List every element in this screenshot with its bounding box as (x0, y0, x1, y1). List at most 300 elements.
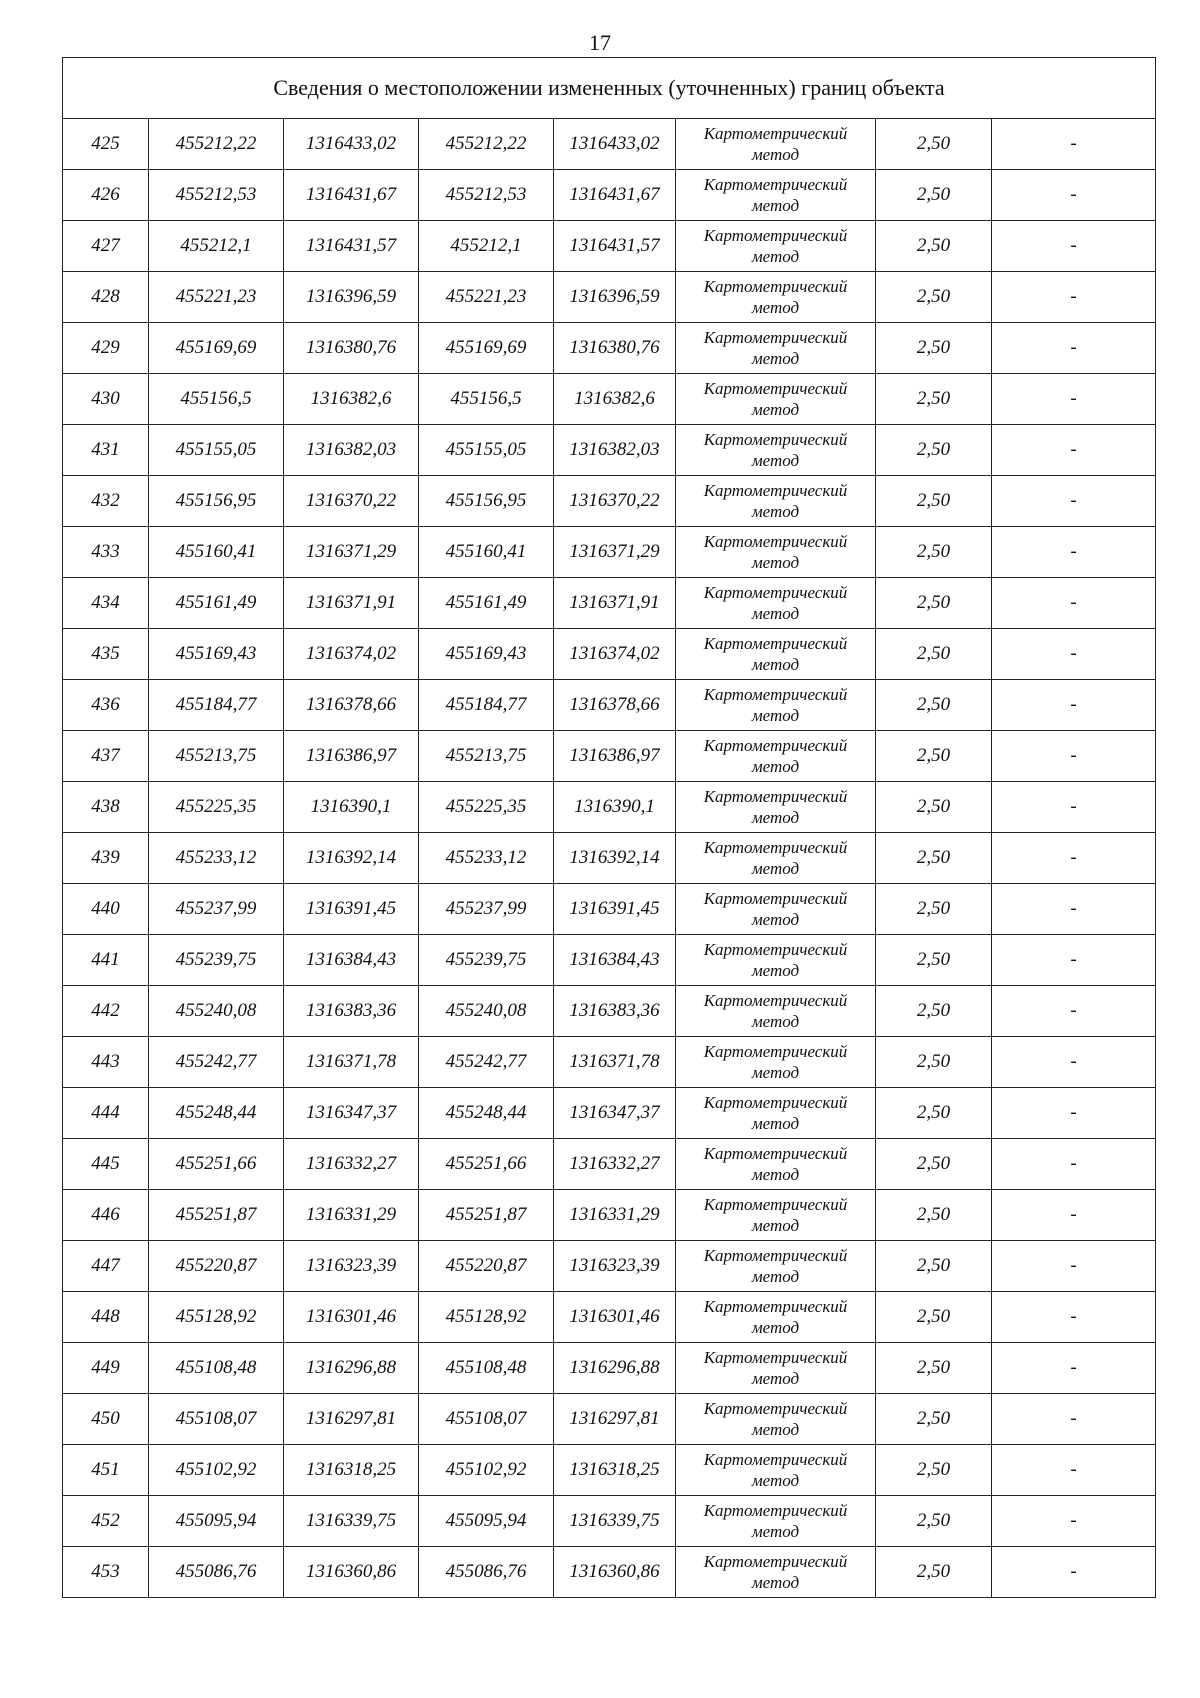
point-number-cell: 431 (63, 425, 149, 476)
existing-x-cell: 455128,92 (149, 1292, 284, 1343)
accuracy-cell: 2,50 (876, 119, 992, 170)
accuracy-cell: 2,50 (876, 425, 992, 476)
refined-x-cell: 455128,92 (419, 1292, 554, 1343)
refined-x-cell: 455102,92 (419, 1445, 554, 1496)
existing-x-cell: 455212,22 (149, 119, 284, 170)
method-line-2: метод (751, 1216, 800, 1235)
table-row (63, 374, 1156, 425)
note-cell: - (992, 1445, 1156, 1496)
table-row (63, 272, 1156, 323)
note-cell: - (992, 119, 1156, 170)
method-line-1: Картометрический (703, 838, 848, 857)
existing-y-cell: 1316382,6 (284, 374, 419, 425)
boundary-coordinates-table (62, 57, 1156, 1598)
existing-x-cell: 455184,77 (149, 680, 284, 731)
existing-x-cell: 455237,99 (149, 884, 284, 935)
note-cell: - (992, 1547, 1156, 1598)
refined-x-cell: 455156,95 (419, 476, 554, 527)
method-line-2: метод (751, 1318, 800, 1337)
note-cell: - (992, 272, 1156, 323)
refined-x-cell: 455169,69 (419, 323, 554, 374)
accuracy-cell: 2,50 (876, 476, 992, 527)
existing-x-cell: 455156,5 (149, 374, 284, 425)
refined-y-cell: 1316383,36 (554, 986, 676, 1037)
existing-y-cell: 1316360,86 (284, 1547, 419, 1598)
method-line-1: Картометрический (703, 226, 848, 245)
method-line-2: метод (751, 808, 800, 827)
method-line-1: Картометрический (703, 889, 848, 908)
existing-x-cell: 455212,1 (149, 221, 284, 272)
method-line-2: метод (751, 1012, 800, 1031)
point-number-cell: 453 (63, 1547, 149, 1598)
method-cell (676, 578, 876, 629)
point-number-cell: 425 (63, 119, 149, 170)
point-number-cell: 444 (63, 1088, 149, 1139)
note-cell: - (992, 1241, 1156, 1292)
method-line-2: метод (751, 706, 800, 725)
point-number-cell: 437 (63, 731, 149, 782)
method-line-1: Картометрический (703, 1297, 848, 1316)
table-row (63, 527, 1156, 578)
existing-y-cell: 1316380,76 (284, 323, 419, 374)
existing-y-cell: 1316297,81 (284, 1394, 419, 1445)
refined-x-cell: 455212,1 (419, 221, 554, 272)
method-cell (676, 1547, 876, 1598)
refined-y-cell: 1316392,14 (554, 833, 676, 884)
refined-x-cell: 455086,76 (419, 1547, 554, 1598)
method-cell (676, 629, 876, 680)
refined-x-cell: 455242,77 (419, 1037, 554, 1088)
accuracy-cell: 2,50 (876, 1343, 992, 1394)
accuracy-cell: 2,50 (876, 680, 992, 731)
point-number-cell: 443 (63, 1037, 149, 1088)
point-number-cell: 452 (63, 1496, 149, 1547)
point-number-cell: 448 (63, 1292, 149, 1343)
existing-y-cell: 1316371,29 (284, 527, 419, 578)
method-line-1: Картометрический (703, 634, 848, 653)
method-line-2: метод (751, 1573, 800, 1592)
accuracy-cell: 2,50 (876, 1496, 992, 1547)
note-cell: - (992, 578, 1156, 629)
refined-y-cell: 1316323,39 (554, 1241, 676, 1292)
existing-y-cell: 1316331,29 (284, 1190, 419, 1241)
table-row (63, 1445, 1156, 1496)
note-cell: - (992, 1292, 1156, 1343)
existing-x-cell: 455251,87 (149, 1190, 284, 1241)
table-row (63, 1292, 1156, 1343)
accuracy-cell: 2,50 (876, 1190, 992, 1241)
table-row (63, 1190, 1156, 1241)
method-cell (676, 119, 876, 170)
refined-y-cell: 1316371,78 (554, 1037, 676, 1088)
refined-x-cell: 455212,22 (419, 119, 554, 170)
existing-x-cell: 455161,49 (149, 578, 284, 629)
accuracy-cell: 2,50 (876, 170, 992, 221)
method-line-2: метод (751, 1114, 800, 1133)
accuracy-cell: 2,50 (876, 986, 992, 1037)
method-line-1: Картометрический (703, 1348, 848, 1367)
existing-x-cell: 455225,35 (149, 782, 284, 833)
refined-x-cell: 455161,49 (419, 578, 554, 629)
refined-x-cell: 455212,53 (419, 170, 554, 221)
refined-y-cell: 1316384,43 (554, 935, 676, 986)
method-line-1: Картометрический (703, 1246, 848, 1265)
note-cell: - (992, 1343, 1156, 1394)
method-line-1: Картометрический (703, 277, 848, 296)
method-line-2: метод (751, 1063, 800, 1082)
accuracy-cell: 2,50 (876, 374, 992, 425)
existing-y-cell: 1316318,25 (284, 1445, 419, 1496)
refined-y-cell: 1316390,1 (554, 782, 676, 833)
method-cell (676, 272, 876, 323)
refined-y-cell: 1316339,75 (554, 1496, 676, 1547)
refined-y-cell: 1316301,46 (554, 1292, 676, 1343)
method-line-1: Картометрический (703, 940, 848, 959)
existing-x-cell: 455248,44 (149, 1088, 284, 1139)
existing-x-cell: 455213,75 (149, 731, 284, 782)
existing-x-cell: 455095,94 (149, 1496, 284, 1547)
refined-y-cell: 1316382,03 (554, 425, 676, 476)
existing-x-cell: 455160,41 (149, 527, 284, 578)
method-line-1: Картометрический (703, 1195, 848, 1214)
accuracy-cell: 2,50 (876, 527, 992, 578)
refined-y-cell: 1316382,6 (554, 374, 676, 425)
existing-x-cell: 455242,77 (149, 1037, 284, 1088)
table-row (63, 323, 1156, 374)
method-line-1: Картометрический (703, 124, 848, 143)
method-cell (676, 1190, 876, 1241)
note-cell: - (992, 323, 1156, 374)
method-line-1: Картометрический (703, 1399, 848, 1418)
note-cell: - (992, 782, 1156, 833)
method-line-1: Картометрический (703, 328, 848, 347)
method-line-2: метод (751, 502, 800, 521)
table-title: Сведения о местоположении измененных (уточненных) границ объекта (63, 58, 1156, 119)
table-row (63, 170, 1156, 221)
table-row (63, 221, 1156, 272)
method-line-2: метод (751, 451, 800, 470)
existing-y-cell: 1316384,43 (284, 935, 419, 986)
note-cell: - (992, 731, 1156, 782)
refined-y-cell: 1316296,88 (554, 1343, 676, 1394)
accuracy-cell: 2,50 (876, 1088, 992, 1139)
point-number-cell: 447 (63, 1241, 149, 1292)
method-line-2: метод (751, 757, 800, 776)
point-number-cell: 436 (63, 680, 149, 731)
existing-y-cell: 1316301,46 (284, 1292, 419, 1343)
method-cell (676, 935, 876, 986)
table-row (63, 1394, 1156, 1445)
refined-y-cell: 1316391,45 (554, 884, 676, 935)
point-number-cell: 435 (63, 629, 149, 680)
refined-x-cell: 455095,94 (419, 1496, 554, 1547)
method-line-1: Картометрический (703, 583, 848, 602)
point-number-cell: 433 (63, 527, 149, 578)
method-line-2: метод (751, 1471, 800, 1490)
method-line-1: Картометрический (703, 481, 848, 500)
method-line-2: метод (751, 247, 800, 266)
method-cell (676, 425, 876, 476)
method-line-2: метод (751, 1522, 800, 1541)
existing-y-cell: 1316371,91 (284, 578, 419, 629)
method-cell (676, 1343, 876, 1394)
refined-x-cell: 455251,66 (419, 1139, 554, 1190)
note-cell: - (992, 935, 1156, 986)
refined-y-cell: 1316371,29 (554, 527, 676, 578)
accuracy-cell: 2,50 (876, 323, 992, 374)
refined-x-cell: 455233,12 (419, 833, 554, 884)
accuracy-cell: 2,50 (876, 629, 992, 680)
existing-y-cell: 1316378,66 (284, 680, 419, 731)
existing-x-cell: 455221,23 (149, 272, 284, 323)
existing-y-cell: 1316431,57 (284, 221, 419, 272)
existing-y-cell: 1316374,02 (284, 629, 419, 680)
point-number-cell: 442 (63, 986, 149, 1037)
refined-x-cell: 455155,05 (419, 425, 554, 476)
note-cell: - (992, 986, 1156, 1037)
point-number-cell: 432 (63, 476, 149, 527)
existing-x-cell: 455086,76 (149, 1547, 284, 1598)
accuracy-cell: 2,50 (876, 578, 992, 629)
method-line-1: Картометрический (703, 430, 848, 449)
refined-y-cell: 1316431,67 (554, 170, 676, 221)
note-cell: - (992, 221, 1156, 272)
point-number-cell: 426 (63, 170, 149, 221)
existing-y-cell: 1316390,1 (284, 782, 419, 833)
refined-y-cell: 1316378,66 (554, 680, 676, 731)
note-cell: - (992, 629, 1156, 680)
existing-y-cell: 1316323,39 (284, 1241, 419, 1292)
method-line-2: метод (751, 604, 800, 623)
existing-y-cell: 1316392,14 (284, 833, 419, 884)
refined-x-cell: 455108,07 (419, 1394, 554, 1445)
method-line-2: метод (751, 1369, 800, 1388)
refined-y-cell: 1316374,02 (554, 629, 676, 680)
method-line-1: Картометрический (703, 1501, 848, 1520)
note-cell: - (992, 1139, 1156, 1190)
refined-x-cell: 455220,87 (419, 1241, 554, 1292)
accuracy-cell: 2,50 (876, 782, 992, 833)
accuracy-cell: 2,50 (876, 1037, 992, 1088)
refined-y-cell: 1316331,29 (554, 1190, 676, 1241)
method-cell (676, 323, 876, 374)
table-row (63, 884, 1156, 935)
existing-y-cell: 1316296,88 (284, 1343, 419, 1394)
table-row (63, 425, 1156, 476)
refined-y-cell: 1316318,25 (554, 1445, 676, 1496)
method-cell (676, 221, 876, 272)
existing-x-cell: 455108,48 (149, 1343, 284, 1394)
note-cell: - (992, 476, 1156, 527)
accuracy-cell: 2,50 (876, 1139, 992, 1190)
table-row (63, 119, 1156, 170)
note-cell: - (992, 170, 1156, 221)
table-row (63, 1547, 1156, 1598)
note-cell: - (992, 1496, 1156, 1547)
table-row (63, 935, 1156, 986)
note-cell: - (992, 680, 1156, 731)
note-cell: - (992, 833, 1156, 884)
existing-y-cell: 1316386,97 (284, 731, 419, 782)
table-row (63, 578, 1156, 629)
refined-y-cell: 1316370,22 (554, 476, 676, 527)
point-number-cell: 449 (63, 1343, 149, 1394)
refined-x-cell: 455237,99 (419, 884, 554, 935)
existing-x-cell: 455239,75 (149, 935, 284, 986)
method-line-2: метод (751, 145, 800, 164)
refined-y-cell: 1316433,02 (554, 119, 676, 170)
refined-x-cell: 455248,44 (419, 1088, 554, 1139)
refined-y-cell: 1316360,86 (554, 1547, 676, 1598)
method-line-2: метод (751, 349, 800, 368)
method-line-1: Картометрический (703, 685, 848, 704)
point-number-cell: 451 (63, 1445, 149, 1496)
refined-x-cell: 455221,23 (419, 272, 554, 323)
point-number-cell: 446 (63, 1190, 149, 1241)
method-line-1: Картометрический (703, 379, 848, 398)
method-line-1: Картометрический (703, 1144, 848, 1163)
point-number-cell: 440 (63, 884, 149, 935)
point-number-cell: 429 (63, 323, 149, 374)
table-row (63, 833, 1156, 884)
table-row (63, 986, 1156, 1037)
table-row (63, 1241, 1156, 1292)
existing-x-cell: 455233,12 (149, 833, 284, 884)
point-number-cell: 441 (63, 935, 149, 986)
table-row (63, 680, 1156, 731)
method-cell (676, 833, 876, 884)
refined-x-cell: 455251,87 (419, 1190, 554, 1241)
existing-y-cell: 1316347,37 (284, 1088, 419, 1139)
note-cell: - (992, 374, 1156, 425)
method-line-1: Картометрический (703, 1450, 848, 1469)
refined-x-cell: 455169,43 (419, 629, 554, 680)
method-line-1: Картометрический (703, 532, 848, 551)
method-cell (676, 731, 876, 782)
existing-x-cell: 455155,05 (149, 425, 284, 476)
accuracy-cell: 2,50 (876, 1547, 992, 1598)
point-number-cell: 427 (63, 221, 149, 272)
page-number: 17 (589, 30, 611, 55)
refined-x-cell: 455239,75 (419, 935, 554, 986)
table-row (63, 629, 1156, 680)
table-row (63, 782, 1156, 833)
note-cell: - (992, 1037, 1156, 1088)
existing-x-cell: 455240,08 (149, 986, 284, 1037)
method-cell (676, 1241, 876, 1292)
method-line-2: метод (751, 1267, 800, 1286)
method-cell (676, 1292, 876, 1343)
existing-y-cell: 1316383,36 (284, 986, 419, 1037)
method-cell (676, 884, 876, 935)
method-cell (676, 986, 876, 1037)
existing-y-cell: 1316339,75 (284, 1496, 419, 1547)
point-number-cell: 450 (63, 1394, 149, 1445)
refined-x-cell: 455225,35 (419, 782, 554, 833)
existing-x-cell: 455212,53 (149, 170, 284, 221)
refined-y-cell: 1316380,76 (554, 323, 676, 374)
accuracy-cell: 2,50 (876, 1292, 992, 1343)
method-cell (676, 527, 876, 578)
refined-x-cell: 455160,41 (419, 527, 554, 578)
method-line-1: Картометрический (703, 1042, 848, 1061)
refined-y-cell: 1316332,27 (554, 1139, 676, 1190)
refined-x-cell: 455156,5 (419, 374, 554, 425)
refined-y-cell: 1316396,59 (554, 272, 676, 323)
existing-y-cell: 1316382,03 (284, 425, 419, 476)
point-number-cell: 445 (63, 1139, 149, 1190)
accuracy-cell: 2,50 (876, 221, 992, 272)
method-line-1: Картометрический (703, 736, 848, 755)
method-line-2: метод (751, 910, 800, 929)
note-cell: - (992, 1190, 1156, 1241)
table-row (63, 476, 1156, 527)
existing-y-cell: 1316332,27 (284, 1139, 419, 1190)
point-number-cell: 428 (63, 272, 149, 323)
method-line-1: Картометрический (703, 1552, 848, 1571)
method-cell (676, 1445, 876, 1496)
refined-y-cell: 1316431,57 (554, 221, 676, 272)
method-line-2: метод (751, 196, 800, 215)
refined-x-cell: 455108,48 (419, 1343, 554, 1394)
table-row (63, 1139, 1156, 1190)
method-line-1: Картометрический (703, 991, 848, 1010)
refined-x-cell: 455184,77 (419, 680, 554, 731)
refined-x-cell: 455213,75 (419, 731, 554, 782)
table-title-row (63, 58, 1156, 119)
method-line-1: Картометрический (703, 1093, 848, 1112)
existing-x-cell: 455102,92 (149, 1445, 284, 1496)
note-cell: - (992, 527, 1156, 578)
existing-x-cell: 455169,43 (149, 629, 284, 680)
table-row (63, 731, 1156, 782)
existing-x-cell: 455169,69 (149, 323, 284, 374)
note-cell: - (992, 425, 1156, 476)
existing-x-cell: 455156,95 (149, 476, 284, 527)
refined-y-cell: 1316297,81 (554, 1394, 676, 1445)
method-line-2: метод (751, 961, 800, 980)
accuracy-cell: 2,50 (876, 884, 992, 935)
point-number-cell: 434 (63, 578, 149, 629)
method-line-2: метод (751, 859, 800, 878)
method-line-2: метод (751, 298, 800, 317)
existing-y-cell: 1316370,22 (284, 476, 419, 527)
refined-y-cell: 1316386,97 (554, 731, 676, 782)
existing-x-cell: 455220,87 (149, 1241, 284, 1292)
method-line-2: метод (751, 553, 800, 572)
method-cell (676, 1496, 876, 1547)
accuracy-cell: 2,50 (876, 935, 992, 986)
existing-y-cell: 1316433,02 (284, 119, 419, 170)
method-cell (676, 1139, 876, 1190)
refined-y-cell: 1316371,91 (554, 578, 676, 629)
accuracy-cell: 2,50 (876, 1241, 992, 1292)
method-cell (676, 374, 876, 425)
table-row (63, 1088, 1156, 1139)
existing-y-cell: 1316371,78 (284, 1037, 419, 1088)
method-cell (676, 1088, 876, 1139)
refined-x-cell: 455240,08 (419, 986, 554, 1037)
method-cell (676, 782, 876, 833)
point-number-cell: 438 (63, 782, 149, 833)
method-line-2: метод (751, 1420, 800, 1439)
note-cell: - (992, 884, 1156, 935)
refined-y-cell: 1316347,37 (554, 1088, 676, 1139)
point-number-cell: 439 (63, 833, 149, 884)
accuracy-cell: 2,50 (876, 272, 992, 323)
method-line-2: метод (751, 655, 800, 674)
accuracy-cell: 2,50 (876, 731, 992, 782)
